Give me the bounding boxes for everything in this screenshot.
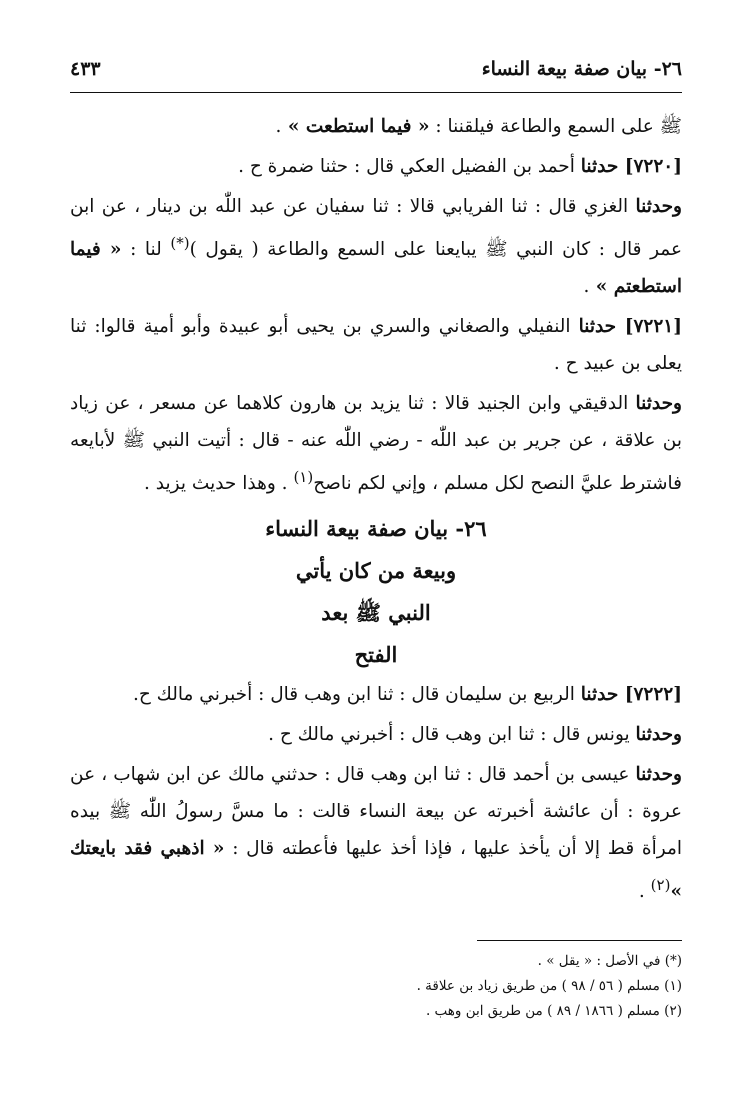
footnote-asterisk: (*) في الأصل : « يقل » . bbox=[537, 953, 682, 970]
running-header bbox=[70, 52, 682, 86]
hadith-7222-chain-2 bbox=[70, 756, 682, 910]
footnote-mark: (٢) bbox=[650, 876, 671, 895]
section-heading-line-4: الفتح bbox=[354, 642, 398, 668]
sentence-end: . bbox=[638, 881, 651, 903]
hadith-7220 bbox=[70, 148, 682, 185]
hadith-7220-chain bbox=[70, 188, 682, 305]
hadith-7221-chain bbox=[70, 385, 682, 502]
running-title: ٢٦- بيان صفة بيعة النساء bbox=[481, 58, 682, 80]
footnote-2: (٢) مسلم ( ١٨٦٦ / ٨٩ ) من طريق ابن وهب . bbox=[425, 1003, 682, 1020]
continued-paragraph bbox=[70, 108, 682, 145]
hadith-text: أحمد بن الفضيل العكي قال : حثنا ضمرة ح . bbox=[238, 156, 581, 177]
hadith-label: حدثنا bbox=[580, 156, 625, 177]
footnotes bbox=[70, 949, 682, 1024]
chain-text: يونس قال : ثنا ابن وهب قال : أخبرني مالك ح . bbox=[268, 724, 636, 746]
footnote-mark: (١) bbox=[293, 468, 314, 487]
hadith-7222 bbox=[70, 676, 682, 713]
chain-text-cont: . وهذا حديث يزيد . bbox=[144, 473, 294, 495]
footnote-rule bbox=[477, 940, 682, 941]
sentence-end: . bbox=[583, 276, 590, 298]
continued-text: ﷺ على السمع والطاعة فيلقننا : bbox=[429, 116, 682, 137]
chain-label: وحدثنا bbox=[635, 724, 682, 746]
hadith-number: [٧٢٢١] bbox=[624, 316, 682, 338]
chain-text: عيسى بن أحمد قال : ثنا ابن وهب قال : حدثني مالك عن ابن شهاب ، عن عروة : أن عائشة أخبرته عن بيعة النساء قالت : ما مسَّ رسولُ اللّٰه ﷺ بيده امرأة قط إلا أن يأخذ عليها ، فإذا أخذ عليها فأعطته قال : bbox=[70, 764, 683, 860]
hadith-text: النفيلي والصغاني والسري بن يحيى أبو عبيدة وأبو أمية قالوا: ثنا يعلى بن عبيد ح . bbox=[70, 316, 682, 375]
hadith-label: حدثنا bbox=[580, 684, 625, 706]
page bbox=[70, 52, 682, 1024]
footnote-mark: (*) bbox=[170, 234, 190, 252]
hadith-text: الربيع بن سليمان قال : ثنا ابن وهب قال : أخبرني مالك ح. bbox=[132, 684, 581, 706]
section-heading-line-2: وبيعة من كان يأتي bbox=[295, 558, 457, 584]
quoted-phrase: « فيما استطعتم » bbox=[70, 239, 682, 298]
chain-text: الغزي قال : ثنا الفريابي قالا : ثنا سفيان عن عبد اللّٰه بن دينار ، عن ابن عمر قال : كان النبي ﷺ يبايعنا على السمع والطاعة ( يقول ) bbox=[70, 196, 683, 261]
hadith-7222-chain-1 bbox=[70, 716, 682, 753]
hadith-label: حدثنا bbox=[578, 316, 625, 338]
hadith-number: [٧٢٢٢] bbox=[624, 684, 682, 706]
quoted-phrase: « فيما استطعت » bbox=[281, 116, 430, 137]
chain-label: وحدثنا bbox=[635, 764, 682, 786]
footnote-1: (١) مسلم ( ٥٦ / ٩٨ ) من طريق زياد بن علاقة . bbox=[416, 978, 682, 995]
chain-label: وحدثنا bbox=[635, 196, 682, 217]
hadith-7221 bbox=[70, 308, 682, 382]
chain-label: وحدثنا bbox=[635, 393, 682, 415]
section-heading-line-1: ٢٦- بيان صفة بيعة النساء bbox=[265, 516, 487, 542]
header-rule bbox=[70, 92, 682, 93]
page-number: ٤٣٣ bbox=[70, 58, 101, 80]
quoted-phrase: « اذهبي فقد بايعتك » bbox=[70, 838, 682, 903]
hadith-number: [٧٢٢٠] bbox=[624, 156, 682, 177]
chain-text-cont: لنا : bbox=[121, 239, 171, 261]
sentence-end: . bbox=[275, 116, 282, 137]
chain-text: الدقيقي وابن الجنيد قالا : ثنا يزيد بن هارون كلاهما عن مسعر ، عن زياد بن علاقة ، عن جرير بن عبد اللّٰه - رضي اللّٰه عنه - قال : أتيت النبي ﷺ لأبايعه فاشترط عليَّ النصح لكل مسلم ، وإني لكم ناصح bbox=[70, 393, 682, 495]
section-heading-line-3: النبي ﷺ بعد bbox=[321, 600, 431, 626]
